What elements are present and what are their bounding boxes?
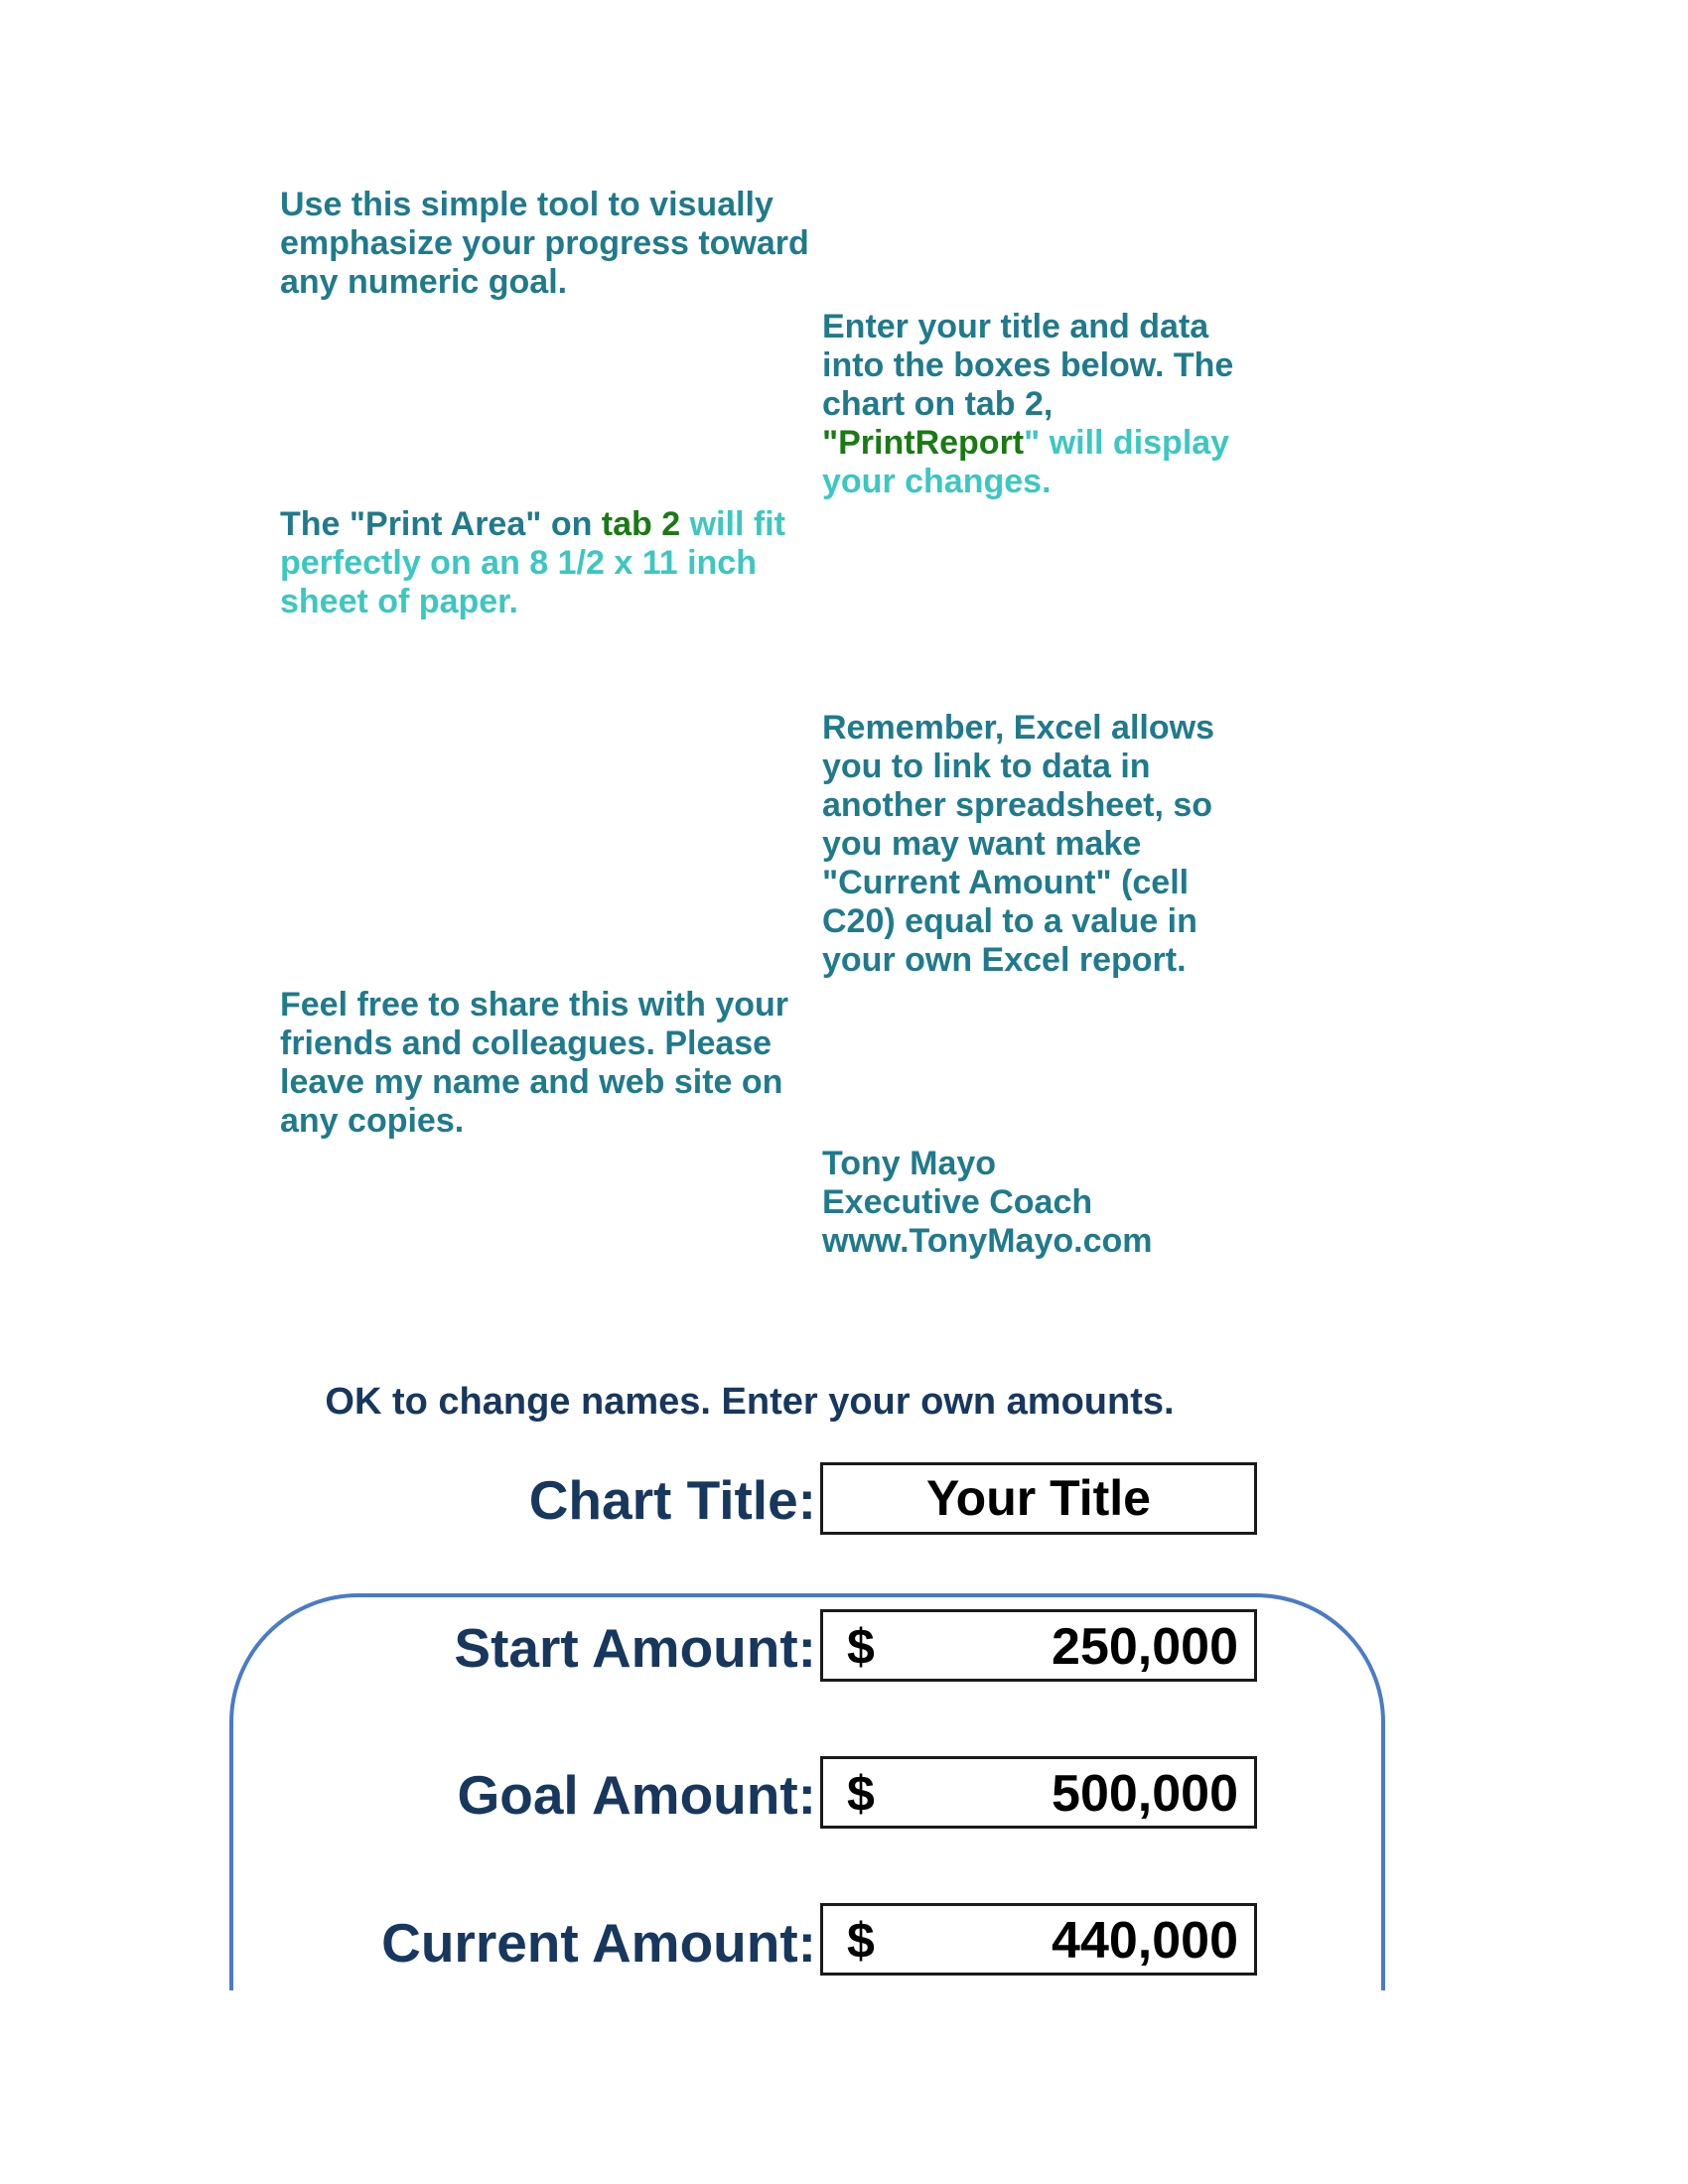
author-block xyxy=(822,1145,1259,1261)
start-amount-value: 250,000 xyxy=(1052,1618,1238,1676)
start-amount-input[interactable] xyxy=(820,1609,1257,1682)
current-amount-label: Current Amount: xyxy=(381,1912,816,1974)
currency-symbol: $ xyxy=(847,1913,875,1969)
enter-data-note xyxy=(822,308,1259,501)
currency-symbol: $ xyxy=(847,1766,875,1822)
instruction-text: OK to change names. Enter your own amounts. xyxy=(325,1381,1175,1423)
print-area-note xyxy=(280,505,816,621)
tab-2-reference: tab 2 xyxy=(601,505,681,543)
print-area-note-tail: will fit perfectly on an 8 1/2 x 11 inch sheet of paper. xyxy=(280,505,785,620)
goal-amount-input[interactable] xyxy=(820,1756,1257,1829)
currency-symbol: $ xyxy=(847,1619,875,1675)
author-role: Executive Coach xyxy=(822,1183,1093,1221)
remember-note: Remember, Excel allows you to link to data in another spreadsheet, so you may want make "Current Amount" (cell C20) equal to a value in your own Excel report. xyxy=(822,709,1214,979)
start-amount-label: Start Amount: xyxy=(454,1617,816,1679)
current-amount-input[interactable] xyxy=(820,1903,1257,1976)
chart-title-label: Chart Title: xyxy=(528,1469,816,1531)
enter-note-text: Enter your title and data into the boxes below. The chart on tab 2, xyxy=(822,308,1234,423)
author-name: Tony Mayo xyxy=(822,1145,997,1182)
enter-note-tail: will display your changes. xyxy=(822,424,1230,500)
close-quote: " xyxy=(1024,424,1041,462)
open-quote: " xyxy=(822,424,839,462)
goal-amount-label: Goal Amount: xyxy=(457,1764,816,1826)
print-report-tab-name: PrintReport xyxy=(838,424,1025,462)
print-area-note-text: The "Print Area" on xyxy=(280,505,602,543)
author-website: www.TonyMayo.com xyxy=(822,1222,1153,1260)
share-note: Feel free to share this with your friends and colleagues. Please leave my name and web site on any copies. xyxy=(280,986,789,1140)
chart-title-input[interactable]: Your Title xyxy=(820,1462,1257,1535)
intro-note: Use this simple tool to visually emphasize your progress toward any numeric goal. xyxy=(280,186,809,301)
goal-amount-value: 500,000 xyxy=(1052,1765,1238,1823)
current-amount-value: 440,000 xyxy=(1052,1912,1238,1970)
